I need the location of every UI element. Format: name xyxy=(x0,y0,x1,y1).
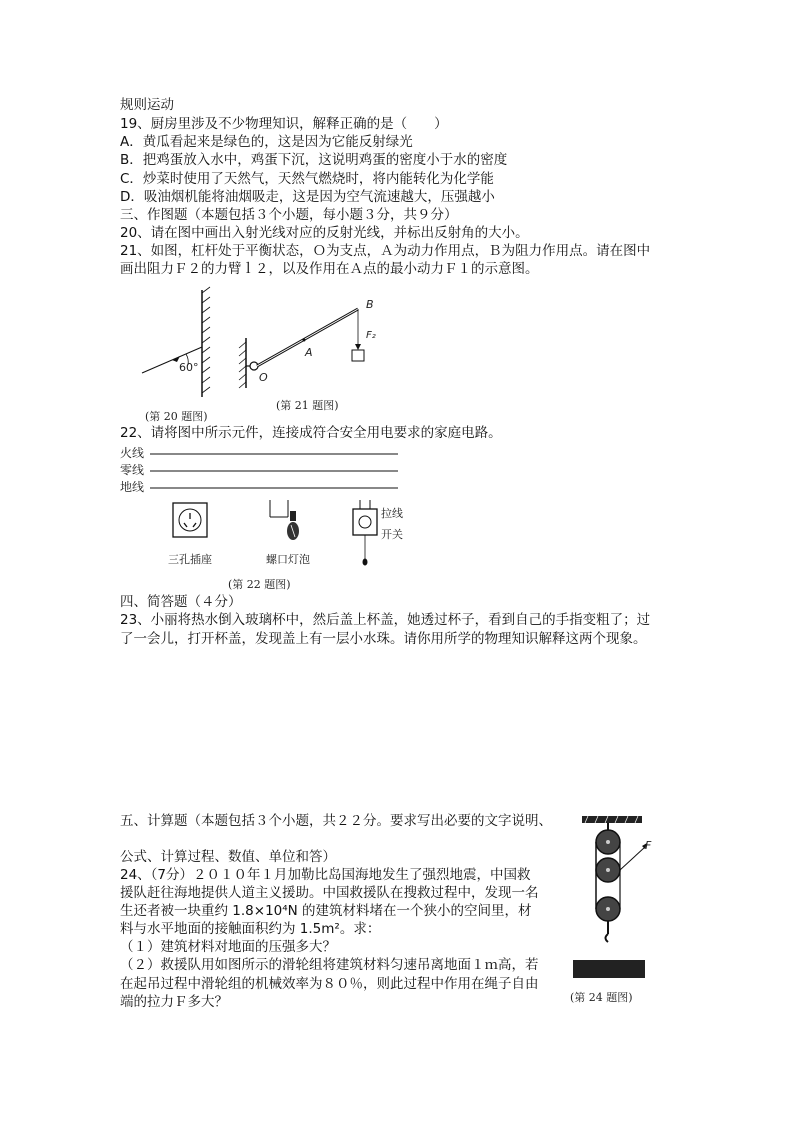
question-24: 24、（7分）２０１０年１月加勒比岛国海地发生了强烈地震，中国救 xyxy=(120,867,531,883)
ground-wire-label: 地线 xyxy=(120,480,145,494)
neutral-wire-label: 零线 xyxy=(120,463,145,477)
force-f-label: F xyxy=(645,839,652,852)
option-a: A．黄瓜看起来是绿色的，这是因为它能反射绿光 xyxy=(120,134,413,150)
socket-label: 三孔插座 xyxy=(168,553,212,566)
section-heading: 三、作图题（本题包括３个小题，每小题３分，共９分） xyxy=(120,207,458,223)
question-19: 19、厨房里涉及不少物理知识，解释正确的是（ ） xyxy=(120,116,448,132)
section-heading: 四、简答题（４分） xyxy=(120,594,242,610)
figure-22-caption: (第 22 题图) xyxy=(228,578,291,591)
question-23-cont: 了一会儿，打开杯盖，发现盖上有一层小水珠。请你用所学的物理知识解释这两个现象。 xyxy=(120,631,647,647)
question-24-cont: 援队赶往海地提供人道主义援助。中国救援队在搜救过程中，发现一名 xyxy=(120,885,539,901)
option-b: B．把鸡蛋放入水中，鸡蛋下沉，这说明鸡蛋的密度小于水的密度 xyxy=(120,152,508,168)
point-b-label: B xyxy=(366,298,374,311)
figure-24 xyxy=(570,812,650,987)
question-24-part-2: （２）救援队用如图所示的滑轮组将建筑材料匀速吊离地面１ｍ高，若 xyxy=(120,957,539,973)
question-24-cont: 料与水平地面的接触面积约为 1.5m²。求： xyxy=(120,921,381,937)
section-heading-cont: 公式、计算过程、数值、单位和答） xyxy=(120,849,336,865)
question-24-part-2-cont: 端的拉力Ｆ多大？ xyxy=(120,994,228,1010)
figure-21-caption: (第 21 题图) xyxy=(276,399,339,412)
question-23: 23、小丽将热水倒入玻璃杯中，然后盖上杯盖，她透过杯子，看到自己的手指变粗了；过 xyxy=(120,612,651,628)
pull-label: 拉线 xyxy=(381,507,403,520)
figure-24-caption: (第 24 题图) xyxy=(570,991,633,1004)
question-22: 22、请将图中所示元件，连接成符合安全用电要求的家庭电路。 xyxy=(120,425,502,441)
section-heading: 五、计算题（本题包括３个小题，共２２分。要求写出必要的文字说明、 xyxy=(120,813,552,829)
bulb-label: 螺口灯泡 xyxy=(266,553,310,566)
force-f2-label: F₂ xyxy=(366,330,376,341)
option-d: D．吸油烟机能将油烟吸走，这是因为空气流速越大，压强越小 xyxy=(120,189,495,205)
figure-20-caption: (第 20 题图) xyxy=(145,410,208,423)
point-o-label: O xyxy=(259,371,268,384)
option-c: C．炒菜时使用了天然气，天然气燃烧时，将内能转化为化学能 xyxy=(120,171,494,187)
point-a-label: A xyxy=(305,346,313,359)
question-21-cont: 画出阻力Ｆ２的力臂ｌ２，以及作用在Ａ点的最小动力Ｆ１的示意图。 xyxy=(120,261,539,277)
question-20: 20、请在图中画出入射光线对应的反射光线，并标出反射角的大小。 xyxy=(120,225,529,241)
figure-21 xyxy=(236,300,376,390)
question-21: 21、如图，杠杆处于平衡状态，Ｏ为支点，Ａ为动力作用点，Ｂ为阻力作用点。请在图中 xyxy=(120,243,651,259)
text-line: 规则运动 xyxy=(120,97,174,113)
question-24-part-1: （１）建筑材料对地面的压强多大？ xyxy=(120,939,336,955)
switch-label: 开关 xyxy=(381,528,403,541)
question-24-cont: 生还者被一块重约 1.8×10⁴N 的建筑材料堵在一个狭小的空间里，材 xyxy=(120,903,532,919)
question-24-part-2-cont: 在起吊过程中滑轮组的机械效率为８０％，则此过程中作用在绳子自由 xyxy=(120,976,539,992)
figure-20 xyxy=(130,285,230,425)
fire-wire-label: 火线 xyxy=(120,446,145,460)
angle-label: 60° xyxy=(179,361,199,374)
